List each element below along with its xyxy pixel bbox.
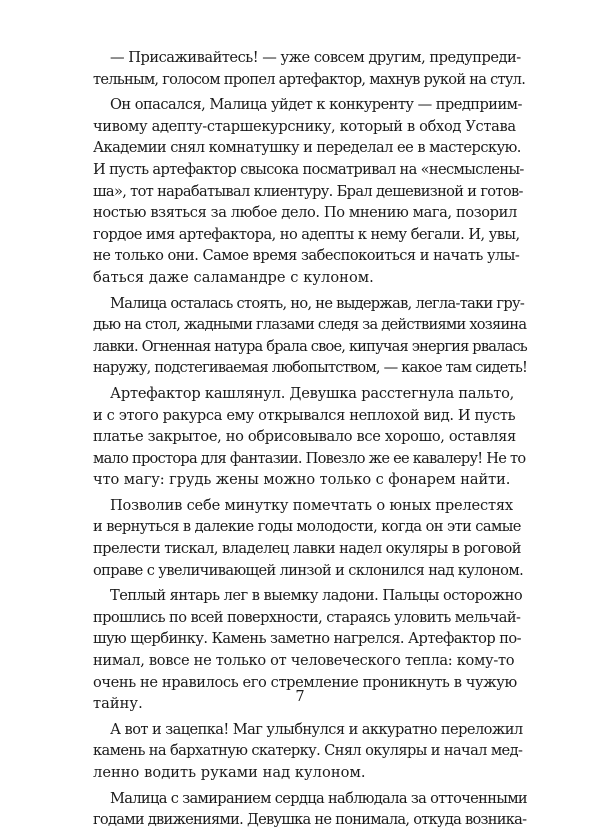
text-line: что магу: грудь жены можно только с фонарем найти. bbox=[93, 471, 511, 489]
body-text bbox=[93, 47, 528, 835]
page-number: 7 bbox=[295, 688, 305, 705]
text-line: камень на бархатную скатерку. Снял окуляры и начал мед- bbox=[93, 742, 523, 760]
text-line: годами движениями. Девушка не понимала, откуда возника- bbox=[93, 811, 527, 829]
paragraph bbox=[93, 293, 528, 379]
text-line: Малица с замиранием сердца наблюдала за отточенными bbox=[110, 789, 527, 807]
text-line: Артефактор кашлянул. Девушка расстегнула пальто, bbox=[110, 384, 515, 402]
text-line: ша», тот нарабатывал клиентуру. Брал дешевизной и готов- bbox=[93, 182, 523, 200]
paragraph bbox=[93, 94, 524, 288]
text-line: оправе с увеличивающей линзой и склонился над кулоном. bbox=[93, 561, 524, 579]
text-line: прелести тискал, владелец лавки надел окуляры в роговой bbox=[93, 540, 521, 558]
text-line: И пусть артефактор свысока посматривал на «несмыслены- bbox=[93, 160, 524, 178]
text-line: чивому адепту-старшекурснику, который в обход Устава bbox=[93, 117, 516, 135]
text-line: Теплый янтарь лег в выемку ладони. Пальцы осторожно bbox=[110, 587, 523, 605]
text-line: Малица осталась стоять, но, не выдержав, легла-таки гру- bbox=[110, 294, 525, 312]
text-line: лавки. Огненная натура брала свое, кипучая энергия рвалась bbox=[93, 337, 527, 355]
text-line: баться даже саламандре с кулоном. bbox=[93, 268, 374, 286]
text-line: очень не нравилось его стремление проникнуть в чужую bbox=[93, 673, 517, 691]
text-line: ностью взяться за любое дело. По мнению мага, позорил bbox=[93, 204, 517, 222]
text-line: Он опасался, Малица уйдет к конкуренту — предприим- bbox=[110, 96, 522, 114]
text-line: не только они. Самое время забеспокоиться и начать улы- bbox=[93, 247, 520, 265]
text-line: ленно водить руками над кулоном. bbox=[93, 764, 366, 781]
text-line: тайну. bbox=[93, 695, 143, 713]
text-line: нимал, вовсе не только от человеческого тепла: кому-то bbox=[93, 652, 515, 670]
text-line: Академии снял комнатушку и переделал ее в мастерскую. bbox=[93, 139, 521, 157]
text-line: гордое имя артефактора, но адепты к нему бегали. И, увы, bbox=[93, 225, 520, 243]
text-line: Позволив себе минутку помечтать о юных прелестях bbox=[110, 496, 513, 514]
text-line: платье закрытое, но обрисовывало все хорошо, оставляя bbox=[93, 428, 516, 446]
paragraph bbox=[93, 788, 527, 831]
text-line: — Присаживайтесь! — уже совсем другим, предупреди- bbox=[110, 49, 521, 66]
text-line: мало простора для фантазии. Повезло же ее кавалеру! Не то bbox=[93, 449, 526, 467]
paragraph bbox=[93, 47, 526, 90]
text-line: и вернуться в далекие годы молодости, когда он эти самые bbox=[93, 518, 521, 536]
paragraph bbox=[93, 383, 526, 491]
text-line: А вот и зацепка! Маг улыбнулся и аккуратно переложил bbox=[110, 720, 523, 738]
text-line: дью на стол, жадными глазами следя за действиями хозяина bbox=[93, 316, 527, 334]
text-line: прошлись по всей поверхности, стараясь уловить мельчай- bbox=[93, 608, 521, 626]
text-line: и с этого ракурса ему открывался неплохой вид. И пусть bbox=[93, 406, 516, 424]
text-line: наружу, подстегиваемая любопытством, — какое там сидеть! bbox=[93, 359, 528, 377]
paragraph bbox=[93, 719, 523, 784]
text-line: тельным, голосом пропел артефактор, махнув рукой на стул. bbox=[93, 70, 526, 88]
paragraph bbox=[93, 495, 524, 581]
text-line: шую щербинку. Камень заметно нагрелся. Артефактор по- bbox=[93, 630, 522, 648]
